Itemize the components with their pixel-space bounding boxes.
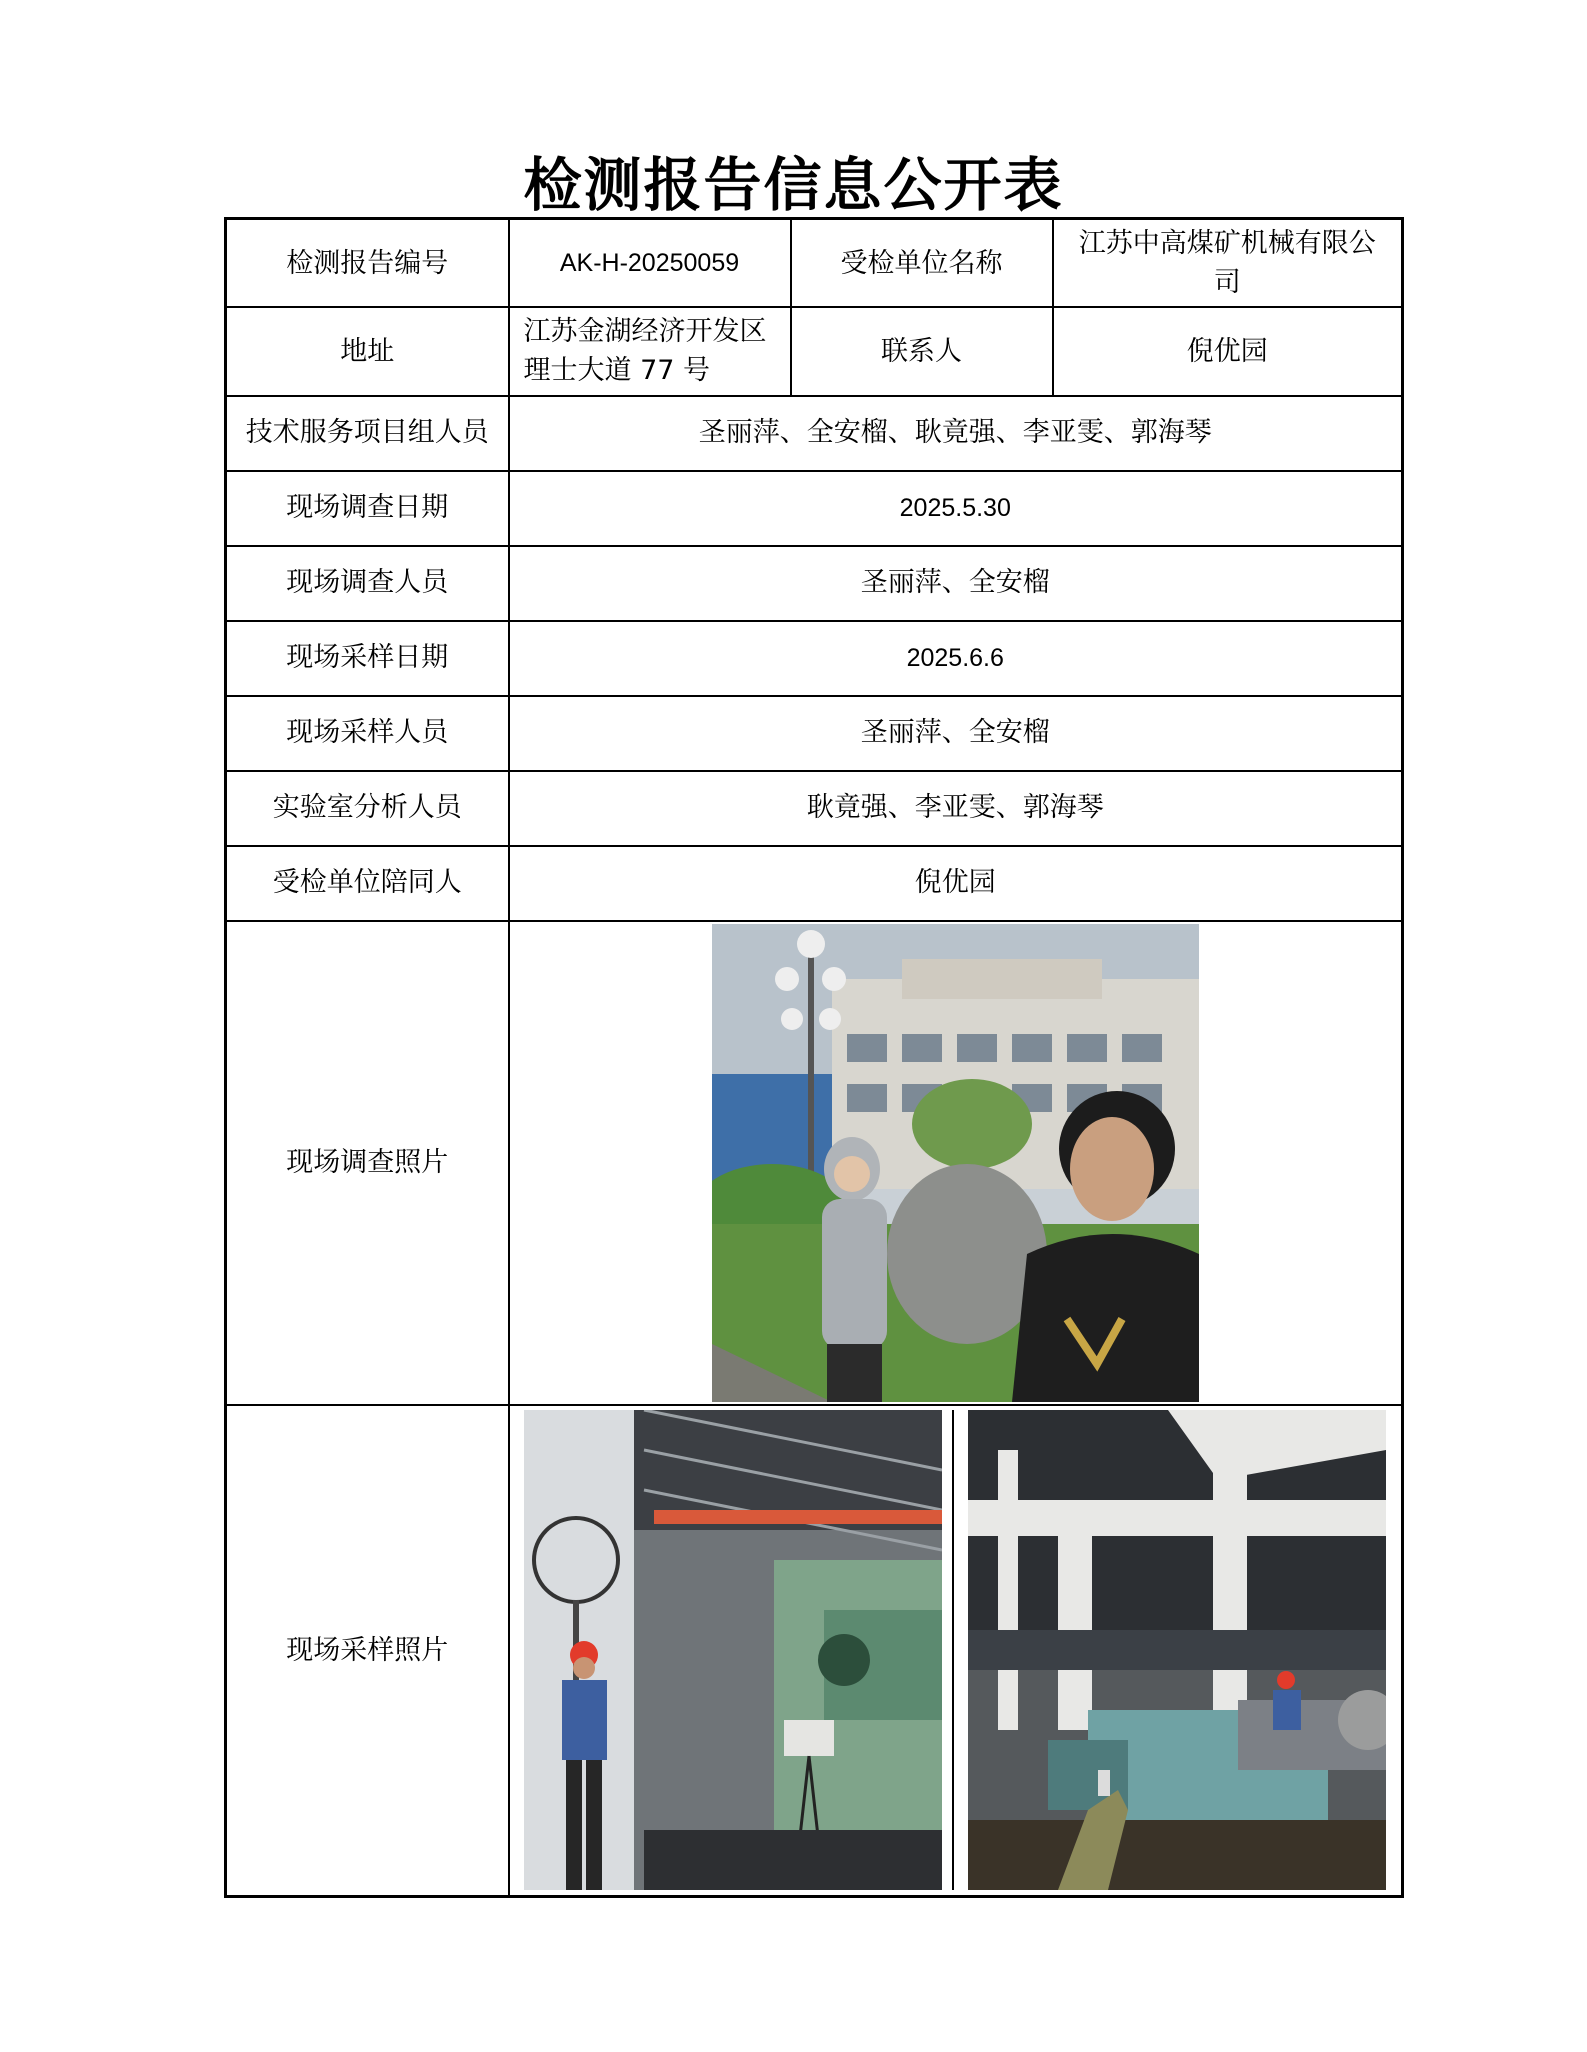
survey-photo-label: 现场调查照片 — [226, 921, 509, 1405]
table-row — [226, 471, 1403, 546]
report-info-table — [224, 217, 1404, 1898]
sampling-date-value: 2025.6.6 — [509, 621, 1403, 696]
page-title: 检测报告信息公开表 — [523, 151, 1064, 219]
table-row — [226, 546, 1403, 621]
team-value: 圣丽萍、全安榴、耿竟强、李亚雯、郭海琴 — [509, 396, 1403, 471]
table-row — [226, 219, 1403, 308]
table-row — [226, 771, 1403, 846]
address-label: 地址 — [226, 307, 509, 395]
survey-staff-value: 圣丽萍、全安榴 — [509, 546, 1403, 621]
table-row — [226, 921, 1403, 1405]
sampling-photo-label: 现场采样照片 — [226, 1405, 509, 1897]
contact-value: 倪优园 — [1053, 307, 1403, 395]
table-row — [226, 696, 1403, 771]
escort-value: 倪优园 — [509, 846, 1403, 921]
contact-label: 联系人 — [791, 307, 1053, 395]
sampling-date-label: 现场采样日期 — [226, 621, 509, 696]
address-value: 江苏金湖经济开发区理士大道 77 号 — [509, 307, 791, 395]
table-row — [226, 1405, 1403, 1897]
report-no-label: 检测报告编号 — [226, 219, 509, 308]
sampling-staff-value: 圣丽萍、全安榴 — [509, 696, 1403, 771]
photo-divider — [952, 1410, 954, 1890]
table-row — [226, 307, 1403, 395]
lab-staff-value: 耿竟强、李亚雯、郭海琴 — [509, 771, 1403, 846]
table-row — [226, 396, 1403, 471]
table-row — [226, 621, 1403, 696]
report-no-value: AK-H-20250059 — [509, 219, 791, 308]
sampling-photo-1 — [524, 1410, 942, 1890]
survey-staff-label: 现场调查人员 — [226, 546, 509, 621]
unit-name-value: 江苏中高煤矿机械有限公司 — [1053, 219, 1403, 308]
survey-date-value: 2025.5.30 — [509, 471, 1403, 546]
escort-label: 受检单位陪同人 — [226, 846, 509, 921]
survey-photo — [712, 924, 1199, 1402]
team-label: 技术服务项目组人员 — [226, 396, 509, 471]
table-row — [226, 846, 1403, 921]
unit-name-label: 受检单位名称 — [791, 219, 1053, 308]
lab-staff-label: 实验室分析人员 — [226, 771, 509, 846]
sampling-photo-2 — [968, 1410, 1386, 1890]
sampling-staff-label: 现场采样人员 — [226, 696, 509, 771]
survey-date-label: 现场调查日期 — [226, 471, 509, 546]
